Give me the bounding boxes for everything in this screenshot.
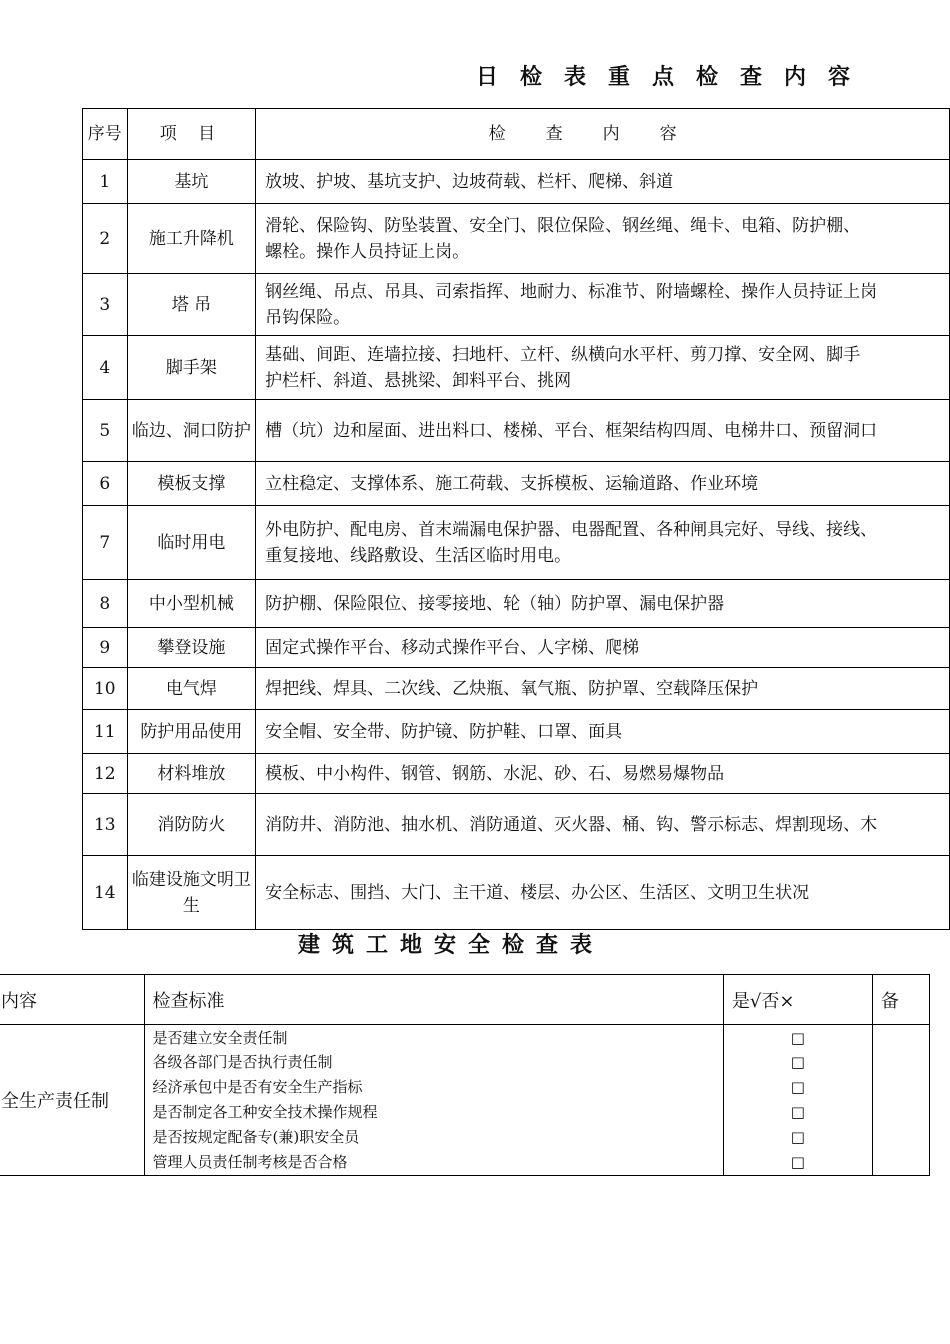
daily-inspection-table: [82, 108, 950, 930]
content-line: 护栏杆、斜道、悬挑梁、卸料平台、挑网: [265, 370, 572, 391]
header-remark: 备: [872, 975, 929, 1025]
row-content: [256, 710, 950, 754]
row-number: 9: [83, 628, 128, 668]
row-number: 4: [83, 336, 128, 400]
checklist-header-row: [0, 975, 930, 1025]
row-number: 14: [83, 856, 128, 930]
table-row: [83, 628, 950, 668]
row-content: [256, 856, 950, 930]
row-item: 材料堆放: [127, 754, 256, 794]
row-content: [256, 506, 950, 580]
row-item: 临边、洞口防护: [127, 400, 256, 462]
content-line: 模板、中小构件、钢管、钢筋、水泥、砂、石、易燃易爆物品: [265, 763, 725, 784]
row-item: 施工升降机: [127, 204, 256, 274]
table-row: [83, 506, 950, 580]
content-line: 基础、间距、连墙拉接、扫地杆、立杆、纵横向水平杆、剪刀撑、安全网、脚手: [265, 344, 861, 365]
check-box[interactable]: □: [790, 1127, 805, 1146]
row-content: [256, 462, 950, 506]
page-title: 日检表重点检查内容: [476, 64, 873, 90]
content-line: 螺栓。操作人员持证上岗。: [265, 241, 470, 262]
row-item: 脚手架: [127, 336, 256, 400]
table-row: [83, 274, 950, 336]
row-content: [256, 794, 950, 856]
header-check: 是√否×: [723, 975, 872, 1025]
remark-cell: [872, 1025, 929, 1176]
check-box[interactable]: □: [790, 1053, 805, 1072]
content-line: 外电防护、配电房、首末端漏电保护器、电器配置、各种闸具完好、导线、接线、: [265, 519, 878, 540]
row-number: 8: [83, 580, 128, 628]
check-box[interactable]: □: [790, 1152, 805, 1171]
content-line: 立柱稳定、支撑体系、施工荷载、支拆模板、运输道路、作业环境: [265, 473, 759, 494]
content-line: 消防井、消防池、抽水机、消防通道、灭火器、桶、钩、警示标志、焊割现场、木: [265, 814, 878, 835]
row-content: 全生产责任制: [0, 1025, 144, 1176]
content-line: 吊钩保险。: [265, 307, 351, 328]
content-line: 焊把线、焊具、二次线、乙炔瓶、氧气瓶、防护罩、空载降压保护: [265, 678, 759, 699]
row-number: 1: [83, 160, 128, 204]
standard-item: 是否建立安全责任制: [152, 1028, 288, 1047]
table-header-row: [83, 109, 950, 160]
checklist-row: [0, 1025, 930, 1176]
row-item: 塔 吊: [127, 274, 256, 336]
row-number: 12: [83, 754, 128, 794]
safety-checklist-title: 建筑工地安全检查表: [298, 932, 605, 958]
row-item: 中小型机械: [127, 580, 256, 628]
row-content: [256, 336, 950, 400]
row-number: 7: [83, 506, 128, 580]
table-row: [83, 462, 950, 506]
row-item: 电气焊: [127, 668, 256, 710]
table-row: [83, 710, 950, 754]
table-row: [83, 336, 950, 400]
check-box[interactable]: □: [790, 1028, 805, 1047]
standard-item: 管理人员责任制考核是否合格: [152, 1152, 348, 1171]
content-line: 安全标志、围挡、大门、主干道、楼层、办公区、生活区、文明卫生状况: [265, 882, 810, 903]
check-box[interactable]: □: [790, 1103, 805, 1121]
standard-item: 经济承包中是否有安全生产指标: [152, 1078, 363, 1097]
safety-checklist-table: [0, 974, 930, 1176]
row-content: [256, 580, 950, 628]
content-line: 固定式操作平台、移动式操作平台、人字梯、爬梯: [265, 637, 640, 658]
row-content: [256, 754, 950, 794]
row-item: 临建设施文明卫生: [127, 856, 256, 930]
row-item: 模板支撑: [127, 462, 256, 506]
content-line: 安全帽、安全带、防护镜、防护鞋、口罩、面具: [265, 721, 623, 742]
table-row: [83, 160, 950, 204]
header-content: 检查内容: [256, 109, 950, 160]
content-line: 防护棚、保险限位、接零接地、轮（轴）防护罩、漏电保护器: [265, 593, 725, 614]
row-item: 攀登设施: [127, 628, 256, 668]
row-number: 5: [83, 400, 128, 462]
table-row: [83, 580, 950, 628]
row-number: 10: [83, 668, 128, 710]
content-line: 放坡、护坡、基坑支护、边坡荷载、栏杆、爬梯、斜道: [265, 171, 674, 192]
row-item: 基坑: [127, 160, 256, 204]
header-standard: 检查标准: [144, 975, 723, 1025]
row-number: 2: [83, 204, 128, 274]
row-item: 防护用品使用: [127, 710, 256, 754]
table-row: [83, 794, 950, 856]
check-box[interactable]: □: [790, 1078, 805, 1097]
row-number: 13: [83, 794, 128, 856]
table-row: [83, 400, 950, 462]
checkbox-column: [723, 1025, 872, 1176]
header-no: 序号: [83, 109, 128, 160]
row-number: 6: [83, 462, 128, 506]
content-line: 钢丝绳、吊点、吊具、司索指挥、地耐力、标准节、附墙螺栓、操作人员持证上岗: [265, 281, 878, 302]
row-content: [256, 204, 950, 274]
row-content: [256, 274, 950, 336]
table-row: [83, 856, 950, 930]
row-number: 3: [83, 274, 128, 336]
header-item: 项 目: [127, 109, 256, 160]
row-content: [256, 160, 950, 204]
table-row: [83, 204, 950, 274]
standard-list: [144, 1025, 723, 1176]
standard-item: 是否按规定配备专(兼)职安全员: [152, 1127, 360, 1146]
table-row: [83, 754, 950, 794]
content-line: 滑轮、保险钩、防坠装置、安全门、限位保险、钢丝绳、绳卡、电箱、防护棚、: [265, 215, 861, 236]
standard-item: 是否制定各工种安全技术操作规程: [152, 1103, 378, 1121]
content-line: 重复接地、线路敷设、生活区临时用电。: [265, 545, 572, 566]
row-content: [256, 400, 950, 462]
row-item: 消防防火: [127, 794, 256, 856]
row-number: 11: [83, 710, 128, 754]
standard-item: 各级各部门是否执行责任制: [152, 1053, 333, 1072]
row-item: 临时用电: [127, 506, 256, 580]
content-line: 槽（坑）边和屋面、进出料口、楼梯、平台、框架结构四周、电梯井口、预留洞口: [265, 420, 878, 441]
row-content: [256, 668, 950, 710]
row-content: [256, 628, 950, 668]
header-content: 内容: [0, 975, 144, 1025]
table-row: [83, 668, 950, 710]
